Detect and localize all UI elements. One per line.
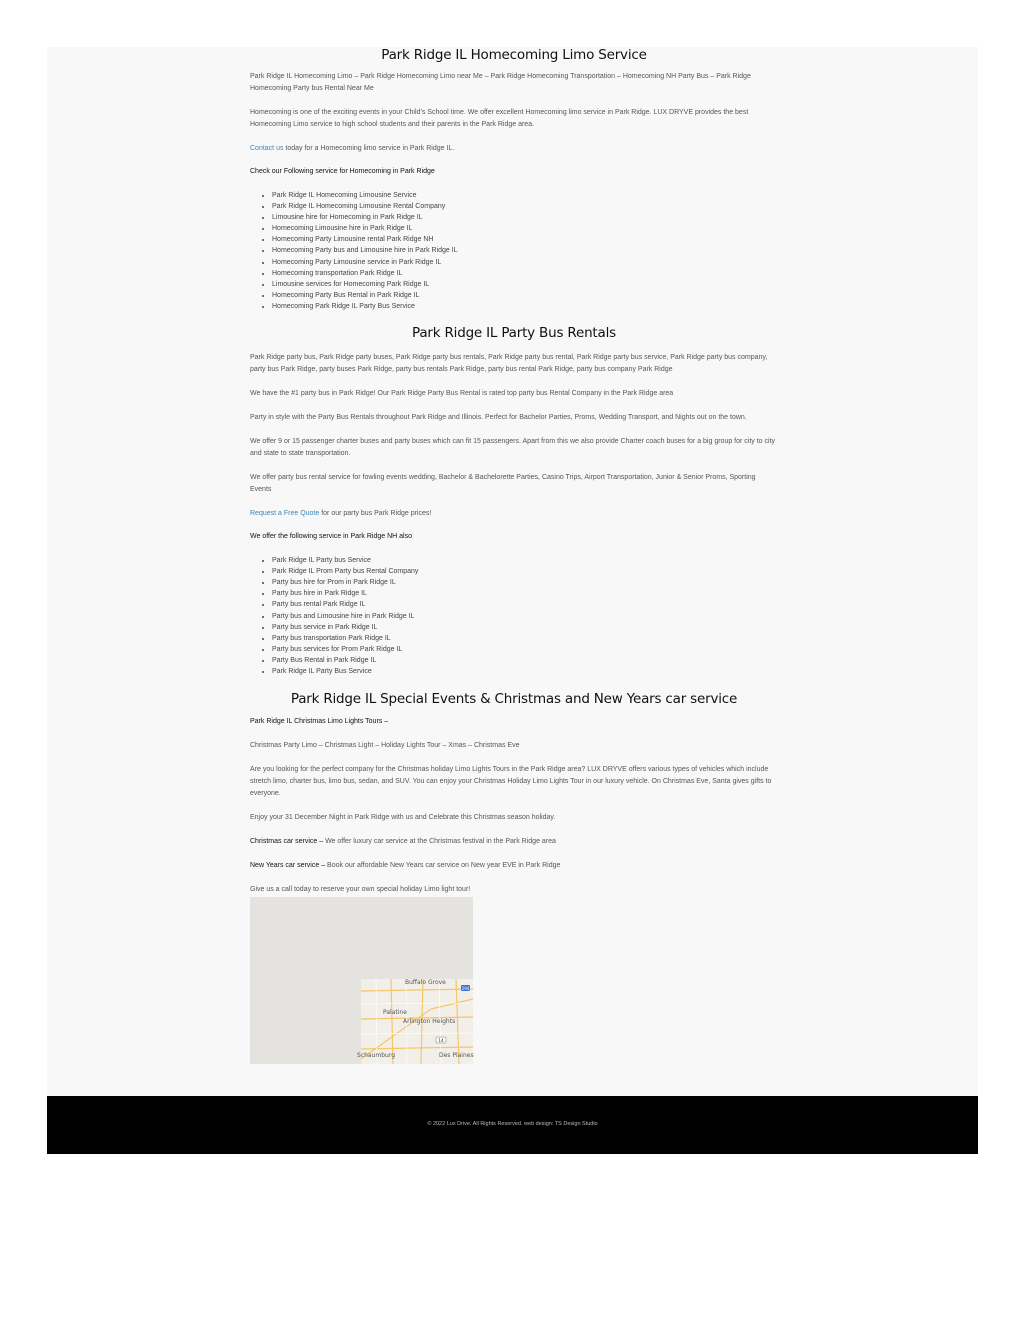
partybus-quote-line [250, 508, 778, 520]
quote-line-text: for our party bus Park Ridge prices! [319, 510, 432, 518]
list-item: • Homecoming Party Limousine rental Park Ridge NH [272, 234, 778, 245]
events-title: Park Ridge IL Special Events & Christmas and New Years car service [290, 691, 738, 708]
partybus-service-list [250, 555, 778, 677]
map-label-294: 294 [461, 986, 470, 992]
partybus-title: Park Ridge IL Party Bus Rentals [412, 325, 616, 342]
list-item: • Park Ridge IL Party bus Service [272, 555, 778, 566]
list-item: • Party bus services for Prom Park Ridge IL [272, 644, 778, 655]
partybus-paragraph-5: We offer party bus rental service for fowling events wedding, Bachelor & Bachelorette Parties, Casino Trips, Airport Transportation, Junior & Senior Proms, Sporting Events [250, 474, 756, 494]
list-item: • Homecoming Party bus and Limousine hire in Park Ridge IL [272, 245, 778, 256]
list-item: • Park Ridge IL Homecoming Limousine Rental Company [272, 201, 778, 212]
new-years-car-service-line [250, 860, 778, 872]
list-item: • Park Ridge IL Homecoming Limousine Service [272, 190, 778, 201]
map-label-des-plaines: Des Plaines [439, 1052, 474, 1060]
christmas-label: Christmas car service – [250, 838, 326, 846]
homecoming-intro: Park Ridge IL Homecoming Limo – Park Ridge Homecoming Limo near Me – Park Ridge Homecoming Transportation – Homecoming NH Party Bus – Park Ridge Homecoming Party bus Rental Near Me [250, 73, 751, 92]
partybus-list-heading: We offer the following service in Park Ridge NH also [250, 533, 412, 541]
events-paragraph-4: Give us a call today to reserve your own special holiday Limo light tour! [250, 886, 471, 894]
map-tile [357, 979, 474, 1064]
homecoming-contact-line [250, 143, 778, 155]
list-item: • Party bus hire for Prom in Park Ridge IL [272, 577, 778, 588]
partybus-paragraph-4: We offer 9 or 15 passenger charter buses and party buses which can fit 15 passengers. Apart from this we also provide Charter coach buses for a big group for city to city and state to state transportation. [250, 438, 776, 458]
list-item: • Homecoming Party Limousine service in Park Ridge IL [272, 257, 778, 268]
partybus-paragraph-1: Park Ridge party bus, Park Ridge party buses, Park Ridge party bus rentals, Park Ridge party bus rental, Park Ridge party bus service, Park Ridge party bus company, party bus Park Ridge, party buses Park Ridge, party bus rentals Park Ridge, party bus rental Park Ridge, party bus company Park Ridge [250, 354, 768, 374]
list-item: • Party bus hire in Park Ridge IL [272, 588, 778, 599]
list-item: • Limousine services for Homecoming Park Ridge IL [272, 279, 778, 290]
list-item: • Limousine hire for Homecoming in Park Ridge IL [272, 212, 778, 223]
map-label-arlington-heights: Arlington Heights [403, 1018, 456, 1026]
events-paragraph-3: Enjoy your 31 December Night in Park Ridge with us and Celebrate this Christmas season holiday. [250, 814, 556, 822]
embedded-map[interactable] [250, 897, 473, 1064]
homecoming-service-list [250, 190, 778, 312]
list-item: • Party bus and Limousine hire in Park Ridge IL [272, 611, 778, 622]
footer [47, 1096, 978, 1154]
events-paragraph-1: Christmas Party Limo – Christmas Light – Holiday Lights Tour – Xmas – Christmas Eve [250, 742, 520, 750]
map-label-palatine: Palatine [383, 1009, 407, 1017]
page-background [47, 47, 978, 1153]
list-item: • Party bus rental Park Ridge IL [272, 599, 778, 610]
events-paragraph-2: Are you looking for the perfect company for the Christmas holiday Limo Lights Tours in the Park Ridge area? LUX DRYVE offers various types of vehicles which include stretch limo, charter bus, limo bus, sedan, and SUV. You can enjoy your Christmas Holiday Limo Lights Tour in our luxury vehicle. On Christmas Eve, Santa gives gifts to everyone. [250, 766, 772, 798]
map-label-buffalo-grove: Buffalo Grove [405, 979, 446, 987]
partybus-paragraph-2: We have the #1 party bus in Park Ridge! Our Park Ridge Party Bus Rental is rated top party bus Rental Company in the Park Ridge area [250, 390, 674, 398]
events-subheading: Park Ridge IL Christmas Limo Lights Tours – [250, 718, 389, 726]
list-item: • Homecoming transportation Park Ridge IL [272, 268, 778, 279]
homecoming-title: Park Ridge IL Homecoming Limo Service [381, 47, 647, 63]
partybus-paragraph-3: Party in style with the Party Bus Rentals throughout Park Ridge and Illinois. Perfect for Bachelor Parties, Proms, Wedding Transport, and Nights out on the town. [250, 414, 747, 422]
contact-us-link[interactable]: Contact us [250, 145, 284, 152]
map-label-14: 14 [438, 1038, 444, 1044]
homecoming-list-heading: Check our Following service for Homecoming in Park Ridge [250, 168, 435, 175]
homecoming-body: Homecoming is one of the exciting events in your Child’s School time. We offer excellent Homecoming limo service in Park Ridge. LUX DRYVE provides the best Homecoming Limo service to high school students and their parents in the Park Ridge area. [250, 109, 749, 128]
request-quote-link[interactable]: Request a Free Quote [250, 510, 320, 518]
list-item: • Party Bus Rental in Park Ridge IL [272, 655, 778, 666]
list-item: • Homecoming Party Bus Rental in Park Ridge IL [272, 290, 778, 301]
list-item: • Homecoming Limousine hire in Park Ridge IL [272, 223, 778, 234]
map-label-schaumburg: Schaumburg [357, 1052, 396, 1060]
list-item: • Park Ridge IL Prom Party bus Rental Company [272, 566, 778, 577]
contact-line-text: today for a Homecoming limo service in Park Ridge IL. [283, 145, 455, 152]
new-years-label: New Years car service – [250, 862, 328, 870]
main-content [250, 47, 778, 1064]
list-item: • Party bus transportation Park Ridge IL [272, 633, 778, 644]
christmas-text: We offer luxury car service at the Christmas festival in the Park Ridge area [325, 838, 556, 846]
christmas-car-service-line [250, 836, 778, 848]
list-item: • Party bus service in Park Ridge IL [272, 622, 778, 633]
list-item: • Park Ridge IL Party Bus Service [272, 666, 778, 677]
new-years-text: Book our affordable New Years car service on New year EVE in Park Ridge [327, 862, 561, 870]
list-item: • Homecoming Park Ridge IL Party Bus Service [272, 301, 778, 312]
footer-copyright: © 2022 Lux Drive. All Rights Reserved. web design: TS Design Studio [427, 1121, 598, 1127]
